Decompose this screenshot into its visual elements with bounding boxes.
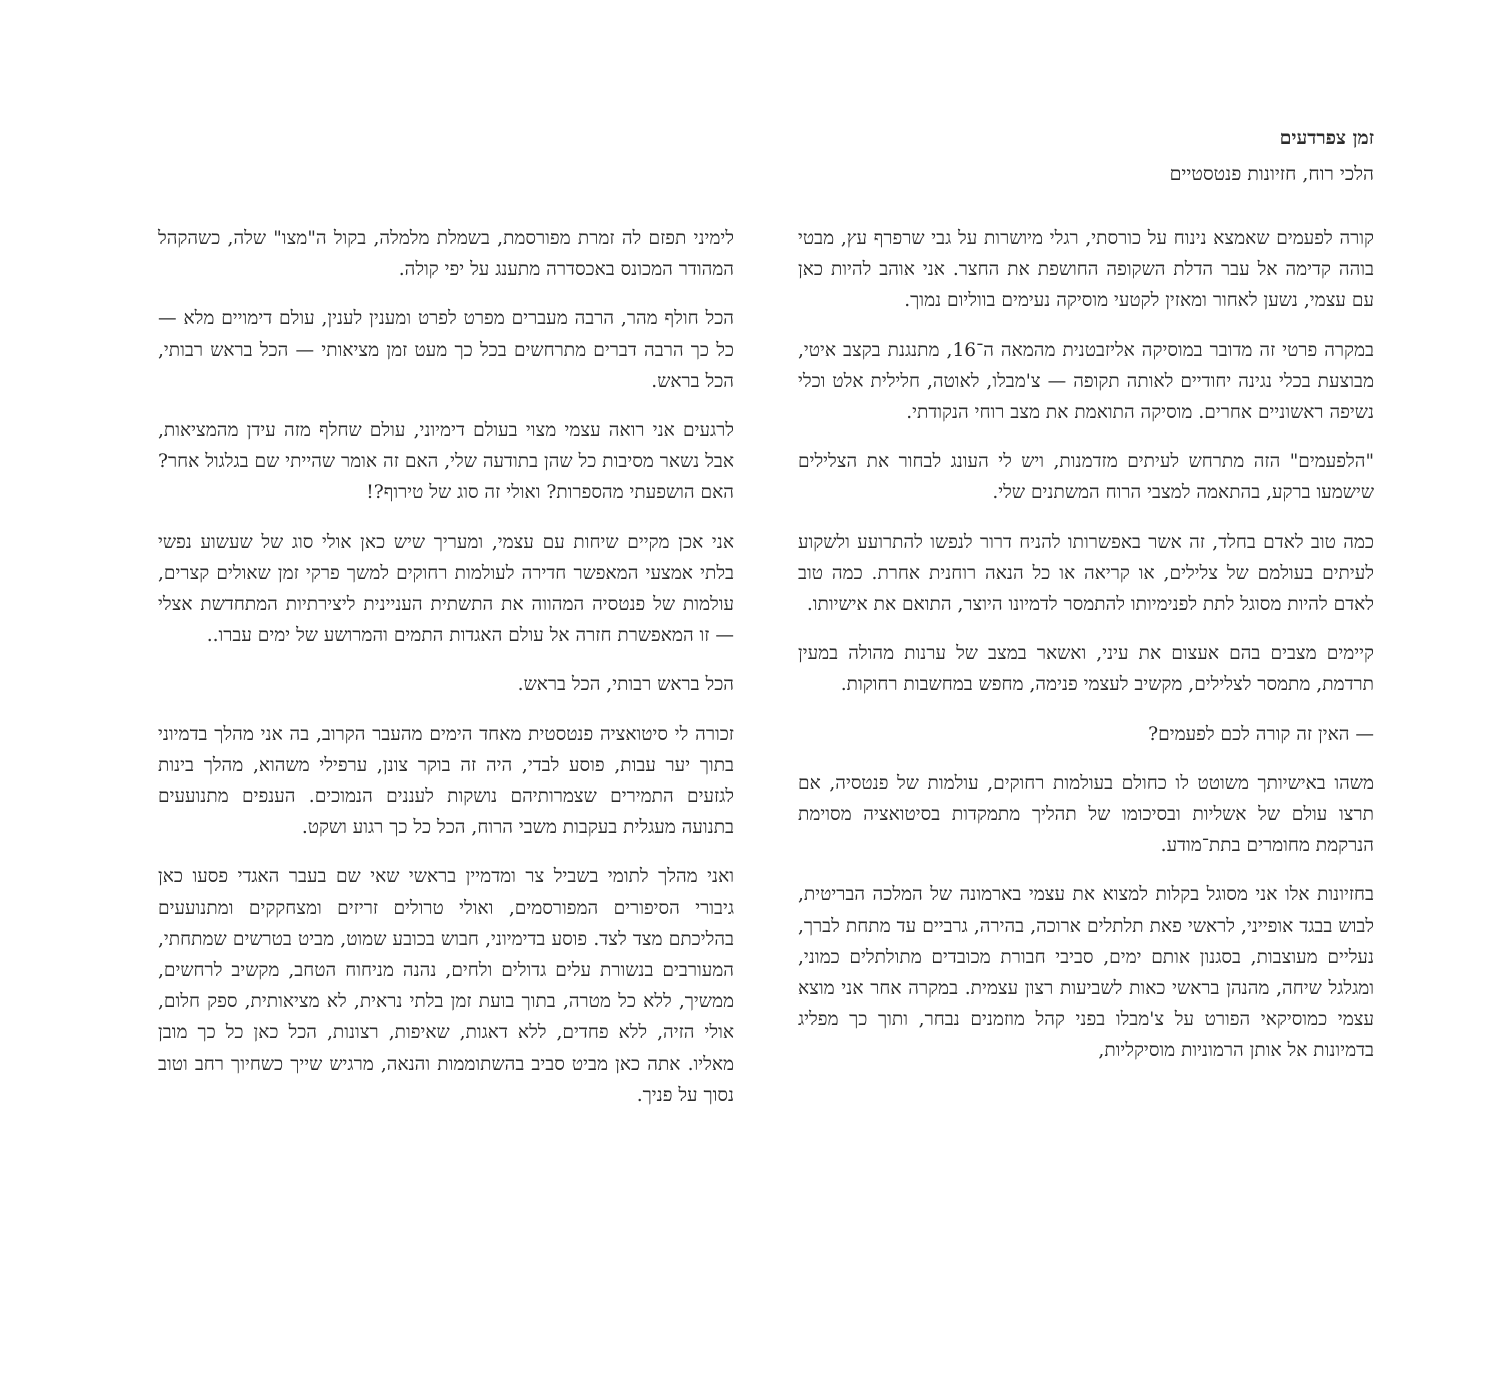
paragraph: כמה טוב לאדם בחלד, זה אשר באפשרותו להניח דרור לנפשו להתרועע ולשקוע לעיתים בעולמם של צלילים, או קריאה או כל הנאה רוחנית אחרת. כמה טוב לאדם להיות מסוגל לתת לפנימיותו להתמסר לדמיונו היוצר, התואם את אישיותו. [798, 531, 1374, 616]
paragraph: קיימים מצבים בהם אעצום את עיני, ואשאר במצב של ערנות מהולה במעין תרדמת, מתמסר לצלילים, מקשיב לעצמי פנימה, מחפש במחשבות רחוקות. [798, 643, 1374, 696]
paragraph: משהו באישיותך משוטט לו כחולם בעולמות רחוקים, עולמות של פנטסיה, אם תרצו עולם של אשליות ובסיכומו של תהליך מתמקדות בסיטואציה מסוימת הנרקמת מחומרים בתת־מודע. [798, 772, 1374, 857]
paragraph: הכל בראש רבותי, הכל בראש. [517, 674, 734, 696]
left-column [158, 223, 734, 1129]
paragraph: זכורה לי סיטואציה פנטסטית מאחד הימים מהעבר הקרוב, בה אני מהלך בדמיוני בתוך יער עבות, פוסע לבדי, היה זה בוקר צונן, ערפילי משהוא, מהלך בינות לגזעים התמירים שצמרותיהם נושקות לעננים הנמוכים. הענפים מתנועעים בתנועה מעגלית בעקבות משבי הרוח, הכל כל כך רגוע ושקט. [158, 723, 734, 839]
paragraph: לרגעים אני רואה עצמי מצוי בעולם דימיוני, עולם שחלף מזה עידן מהמציאות, אבל נשאר מסיבות כל שהן בתודעה שלי, האם זה אומר שהייתי שם בגלגול אחר? האם הושפעתי מהספרות? ואולי זה סוג של טירוף?! [158, 420, 734, 504]
paragraph: במקרה פרטי זה מדובר במוסיקה אליזבטנית מהמאה ה־16, מתנגנת בקצב איטי, מבוצעת בכלי נגינה יחודיים לאותה תקופה — צ'מבלו, לאוטה, חלילית אלט וכלי נשיפה ראשוניים אחרים. מוסיקה התואמת את מצב רוחי הנקודתי. [798, 339, 1374, 424]
paragraph: הכל חולף מהר, הרבה מעברים מפרט לפרט ומענין לענין, עולם דימויים מלא — כל כך הרבה דברים מתרחשים בכל כך מעט זמן מציאותי — הכל בראש רבותי, הכל בראש. [158, 308, 734, 392]
paragraph: "הלפעמים" הזה מתרחש לעיתים מזדמנות, ויש לי העונג לבחור את הצלילים שישמעו ברקע, בהתאמה למצבי הרוח המשתנים שלי. [798, 451, 1374, 504]
paragraph: לימיני תפזם לה זמרת מפורסמת, בשמלת מלמלה, בקול ה"מצו" שלה, כשהקהל המהודר המכונס באכסדרה מתענג על יפי קולה. [158, 228, 734, 281]
paragraph: — האין זה קורה לכם לפעמים? [1148, 723, 1374, 745]
paragraph: ואני מהלך לתומי בשביל צר ומדמיין בראשי שאי שם בעבר האגדי פסעו כאן גיבורי הסיפורים המפורסמים, ואולי טרולים זריזים ומצחקקים ומתנועעים בהליכתם מצד לצד. פוסע בדימיוני, חבוש בכובע שמוט, מביט בטרשים שמתחתי, המעורבים בנשורת עלים גדולים ולחים, נהנה מניחוח הטחב, מקשיב לרחשים, ממשיך, ללא כל מטרה, בתוך בועת זמן בלתי נראית, לא מציאותית, ספק חלום, אולי הזיה, ללא פחדים, ללא דאגות, שאיפות, רצונות, הכל כאן כל כך מובן מאליו. אתה כאן מביט סביב בהשתוממות והנאה, מרגיש שייך כשחיוך רחב וטוב נסוך על פניך. [158, 866, 734, 1106]
page-header [774, 122, 1374, 190]
paragraph: קורה לפעמים שאמצא נינוח על כורסתי, רגלי מיושרות על גבי שרפרף עץ, מבטי בוהה קדימה אל עבר הדלת השקופה החושפת את החצר. אני אוהב להיות כאן עם עצמי, נשען לאחור ומאזין לקטעי מוסיקה נעימים בווליום נמוך. [798, 228, 1374, 312]
chapter-title: זמן צפרדעים [1279, 127, 1374, 149]
paragraph: אני אכן מקיים שיחות עם עצמי, ומעריך שיש כאן אולי סוג של שעשוע נפשי בלתי אמצעי המאפשר חדירה לעולמות רחוקים למשך פרקי זמן שאולים קצרים, עולמות של פנטסיה המהווה את התשתית העניינית ליצירתיות המתחדשת אצלי — זו המאפשרת חזרה אל עולם האגדות התמים והמרושע של ימים עברו.. [158, 531, 734, 647]
chapter-subtitle: הלכי רוח, חזיונות פנטסטיים [1169, 163, 1374, 185]
right-column [798, 223, 1374, 1085]
paragraph: בחזיונות אלו אני מסוגל בקלות למצוא את עצמי בארמונה של המלכה הבריטית, לבוש בבגד אופייני, לראשי פאת תלתלים ארוכה, בהירה, גרביים עד מתחת לברך, נעליים מעוצבות, בסגנון אותם ימים, סביבי חבורת מכובדים מתולתלים כמוני, ומגלגל שיחה, מהנהן בראשי כאות לשביעות רצון עצמית. במקרה אחר אני מוצא עצמי כמוסיקאי הפורט על צ'מבלו בפני קהל מוזמנים נבחר, ותוך כך מפליג בדמיונות אל אותן הרמוניות מוסיקליות, [798, 884, 1374, 1062]
